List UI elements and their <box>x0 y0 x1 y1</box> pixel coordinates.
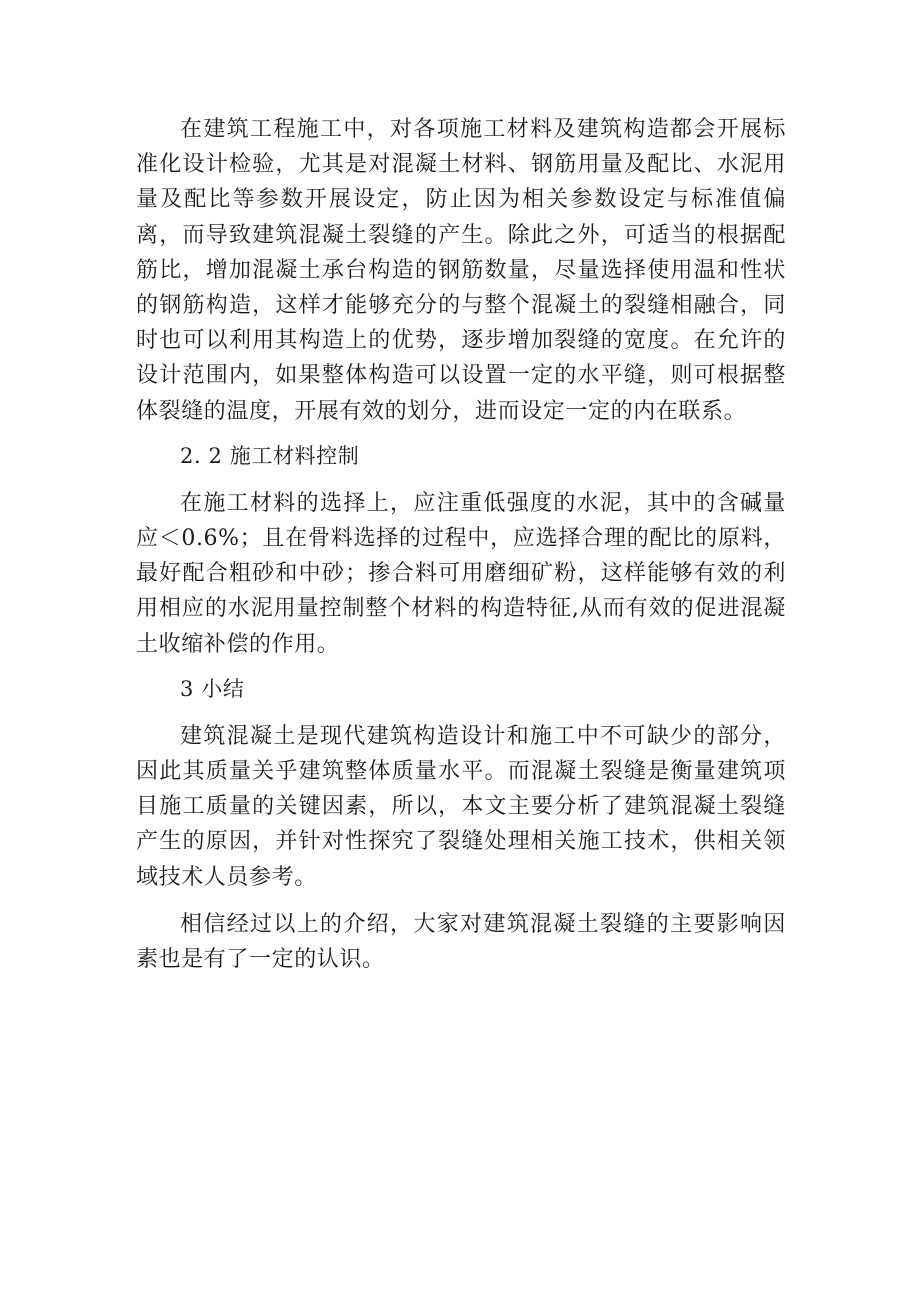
paragraph-material-control: 在施工材料的选择上，应注重低强度的水泥，其中的含碱量应＜0.6%；且在骨料选择的过程中，应选择合理的配比的原料，最好配合粗砂和中砂；掺合料可用磨细矿粉，这样能够有效的利用相应的水泥用量控制整个材料的构造特征,从而有效的促进混凝土收缩补偿的作用。 <box>136 490 786 657</box>
section-heading-3: 3 小结 <box>180 676 245 701</box>
paragraph-closing: 相信经过以上的介绍，大家对建筑混凝土裂缝的主要影响因素也是有了一定的认识。 <box>136 911 786 973</box>
section-heading-2-2: 2. 2 施工材料控制 <box>180 443 360 468</box>
paragraph-summary: 建筑混凝土是现代建筑构造设计和施工中不可缺少的部分，因此其质量关乎建筑整体质量水平。而混凝土裂缝是衡量建筑项目施工质量的关键因素，所以，本文主要分析了建筑混凝土裂缝产生的原因，并针对性探究了裂缝处理相关施工技术，供相关领域技术人员参考。 <box>136 723 786 890</box>
paragraph-design-standards: 在建筑工程施工中，对各项施工材料及建筑构造都会开展标准化设计检验，尤其是对混凝土材料、钢筋用量及配比、水泥用量及配比等参数开展设定，防止因为相关参数设定与标准值偏离，而导致建筑混凝土裂缝的产生。除此之外，可适当的根据配筋比，增加混凝土承台构造的钢筋数量，尽量选择使用温和性状的钢筋构造，这样才能够充分的与整个混凝土的裂缝相融合，同时也可以利用其构造上的优势，逐步增加裂缝的宽度。在允许的设计范围内，如果整体构造可以设置一定的水平缝，则可根据整体裂缝的温度，开展有效的划分，进而设定一定的内在联系。 <box>136 117 786 424</box>
